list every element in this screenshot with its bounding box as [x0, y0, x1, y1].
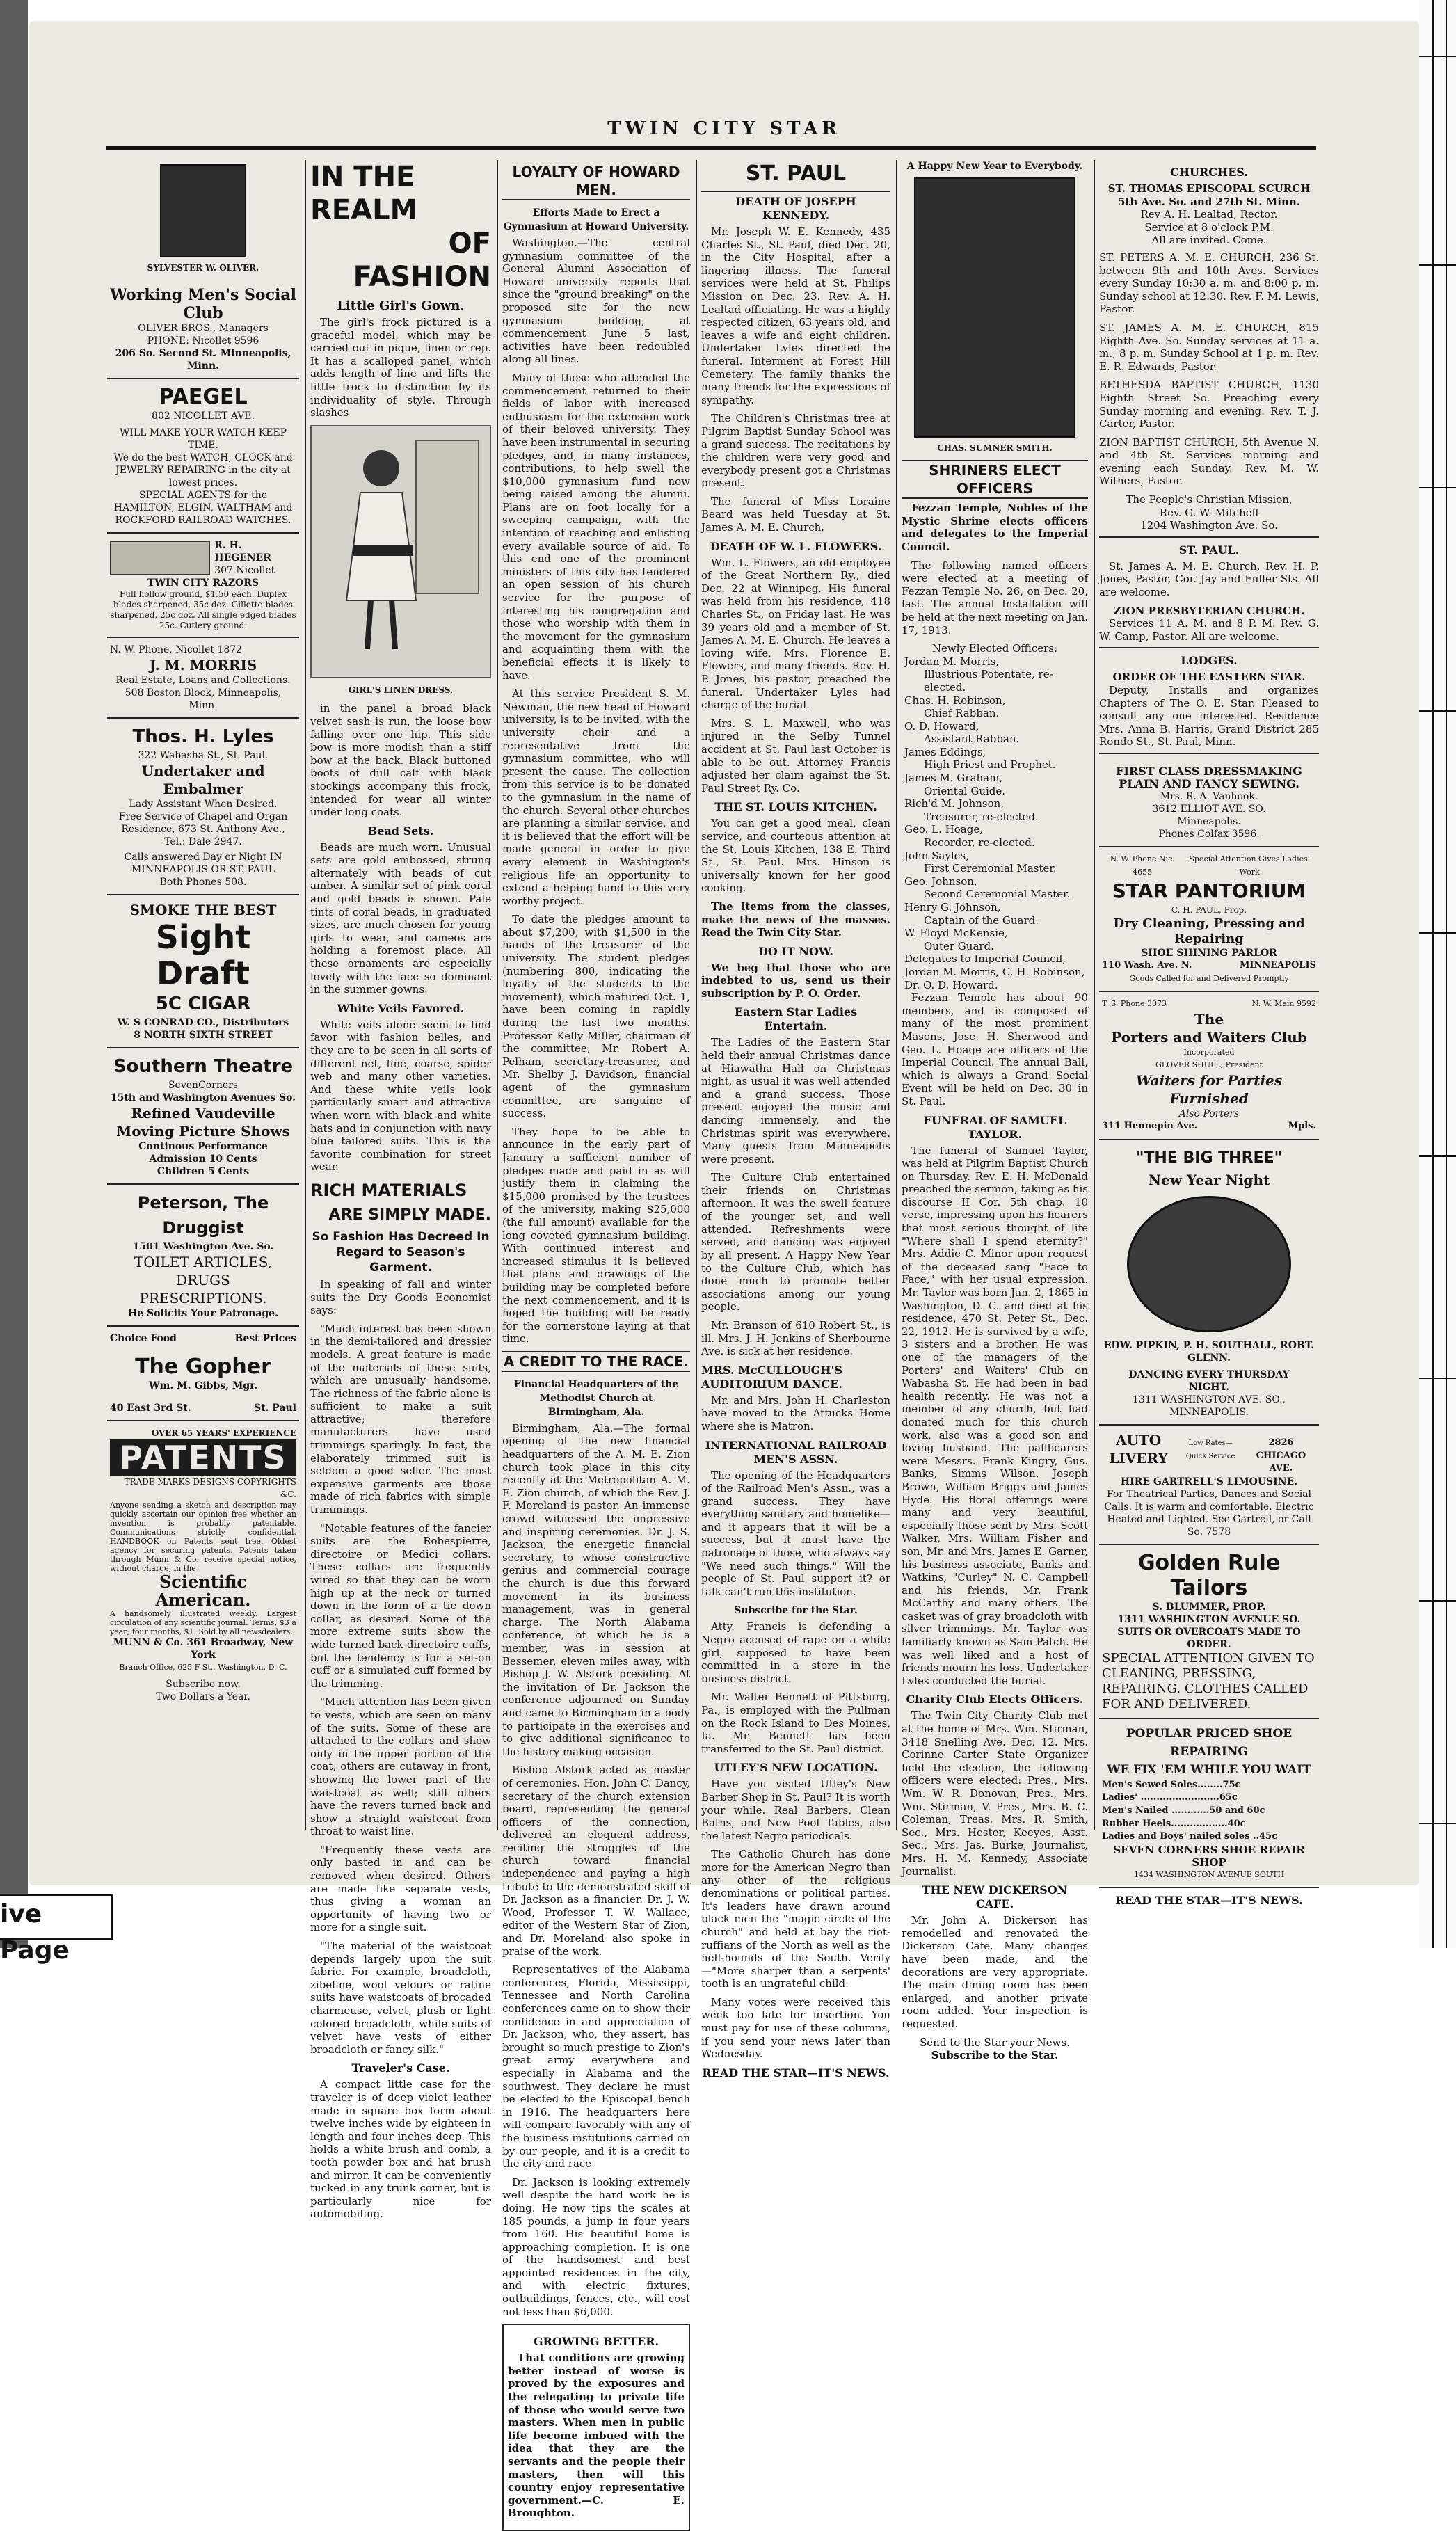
ad-line: SMOKE THE BEST [129, 901, 277, 918]
ad-title: STAR PANTORIUM [1112, 879, 1306, 903]
ad-line: S. BLUMMER, PROP. [1152, 1601, 1266, 1613]
ad-title: The Gopher [135, 1354, 271, 1379]
ad-line: N. W. Phone Nic. 4655 [1110, 854, 1175, 877]
officer-line: Chief Rabban. [924, 707, 1000, 720]
ad-line: 1311 WASHINGTON AVENUE SO. [1117, 1613, 1301, 1625]
ad-subtitle: 5C CIGAR [155, 993, 251, 1014]
ad-title: J. M. MORRIS [149, 656, 257, 673]
ad-title: Thos. H. Lyles [132, 726, 274, 747]
subhead-utley: UTLEY'S NEW LOCATION. [714, 1761, 878, 1775]
ad-golden-rule [1099, 1545, 1319, 1719]
church-line: 1204 Washington Ave. So. [1099, 519, 1319, 538]
ad-title: AUTO LIVERY [1109, 1431, 1168, 1467]
ad-line: NIGHT. [1188, 1381, 1230, 1393]
article-paragraph: A compact little case for the traveler is of deep violet leather made in square box form about twelve inches wide by eighteen in length and four inches deep. This holds a white brush and comb, a tooth powder box and hat brush and mirror. It can be conveniently tucked in any trunk corner, but is particularly nice for automobiling. [310, 2078, 491, 2221]
article-paragraph: The Ladies of the Eastern Star held their annual Christmas dance at Hiawatha Hall on Christmas night, as usual it was well attended and a grand success. Those present enjoyed the music and dancing immensely, and the Christmas spirit was everywhere. Many guests from Minneapolis were present. [701, 1036, 890, 1165]
lodge-entry: Deputy, Installs and organizes Chapters of The O. E. Star. Pleased to consult any one interested. Residence Mrs. Anna B. Harris, Grand District 285 Rondo St., St. Paul, Minn. [1099, 684, 1319, 754]
ad-line: Real Estate, Loans and Collections. [115, 674, 291, 686]
shoe-price-item: Ladies and Boys' nailed soles ..45c [1102, 1831, 1277, 1842]
ad-title: Sight Draft [155, 918, 251, 992]
article-paragraph: The Culture Club entertained their friends on Christmas afternoon. It was the swell feature of the younger set, and well attended. Refreshments were served, and dancing was enjoyed by all present. A Happy New Year to the Culture Club, which has done much to promote better associations among our young people. [701, 1171, 890, 1314]
ad-big-three [1099, 1140, 1319, 1426]
headline-credit: A CREDIT TO THE RACE. [502, 1351, 690, 1372]
ad-line: 508 Boston Block, Minneapolis, Minn. [125, 687, 282, 711]
article-paragraph: "Notable features of the fancier suits are the Robespierre, directoire or Medici collars. These collars are frequently wired so that they can be worn high up at the neck or turned down in the form of a tie down collar, as desired. Some of the more extreme suits show the wide turned back directoire cuffs, but the tendency is for a set-on cuff or a simulated cuff formed by the trimming. [310, 1522, 491, 1690]
figure-caption: GIRL'S LINEN DRESS. [348, 685, 454, 695]
subhead-veils: White Veils Favored. [337, 1001, 465, 1015]
officer-line: Chas. H. Robinson, [904, 694, 1006, 707]
ad-line: Free Service of Chapel and Organ [118, 811, 288, 822]
ad-line: R. H. HEGENER [214, 539, 271, 564]
article-paragraph: The following named officers were elected at a meeting of Fezzan Temple No. 26, on Dec. 20, last. The annual Installation will be held at the next meeting on Jan. 17, 1913. [902, 559, 1088, 637]
shoe-price-item: Men's Nailed ............50 and 60c [1102, 1805, 1265, 1816]
article-paragraph: The Children's Christmas tree at Pilgrim Baptist Sunday School was a grand success. The recitations by the children were very good and everybody present got a Christmas present. [701, 412, 890, 490]
ad-title: Golden Rule Tailors [1137, 1550, 1281, 1600]
article-paragraph: We beg that those who are indebted to us, send us their subscription by P. O. Order. [701, 961, 890, 1000]
headline-fashion: OF FASHION [353, 227, 491, 293]
church-line: 5th Ave. So. and 27th St. Minn. [1117, 195, 1301, 208]
ad-druggist [107, 1185, 299, 1327]
article-paragraph: The items from the classes, make the news of the masses. Read the Twin City Star. [701, 900, 890, 939]
article-paragraph: You can get a good meal, clean service, and courteous attention at the St. Louis Kitchen, 138 E. Third St., St. Paul. Mrs. Hinson is universally known for her good cooking. [701, 817, 890, 895]
ad-line: SHOE SHINING PARLOR [1141, 948, 1277, 959]
ad-line: PRESCRIPTIONS. [139, 1289, 267, 1307]
article-paragraph: In speaking of fall and winter suits the Dry Goods Economist says: [310, 1277, 491, 1317]
ad-line: Incorporated [1183, 1048, 1235, 1057]
article-paragraph: Mr. John A. Dickerson has remodelled and renovated the Dickerson Cafe. Many changes have been made, and the decorations are very appropriate. The main dining room has been enlarged, and another private room added. Your inspection is requested. [902, 1914, 1088, 2030]
article-paragraph: Representatives of the Alabama conferences, Florida, Mississippi, Tennessee and North Carolina conferences came on to show their confidence in and appreciation of Dr. Jackson, who, they assert, has brought so much prestige to Zion's great army everywhere and especially in Alabama and the southwest. They declare he must be elected to the Episcopal bench in 1916. The headquarters here will compare favorably with any of the business institutions carried on by our people, and it is a credit to the city and race. [502, 1963, 690, 2171]
page-tab-label: ive Page [0, 1900, 70, 1965]
column-rule [497, 160, 498, 1830]
ad-line: Choice Food [110, 1332, 177, 1344]
subhead-rich: So Fashion Has Decreed In Regard to Season's Garment. [312, 1229, 490, 1275]
ad-line: 110 Wash. Ave. N. [1102, 960, 1192, 971]
subhead-beads: Bead Sets. [367, 824, 434, 838]
article-paragraph: The girl's frock pictured is a graceful model, which may be carried out in pique, linen or rep. It has a scalloped panel, which adds length of line and lifts the little frock to distinction by its individuality of style. Through slashes [310, 316, 491, 420]
ad-patents [107, 1421, 299, 1709]
article-paragraph: Wm. L. Flowers, an old employee of the Great Northern Ry., died Dec. 22 at Winnipeg. His funeral was held from his residence, 418 Charles St., on Friday last. He was 39 years old and a member of St. James A. M. E. Church. He leaves a loving wife, Mrs. Florence E. Flowers, and many friends. Rev. H. P. Jones, his pastor, preached the funeral. Undertaker Lyles had charge of the burial. [701, 556, 890, 712]
subhead-gown: Little Girl's Gown. [337, 298, 465, 313]
photo-caption: CHAS. SUMNER SMITH. [937, 442, 1053, 453]
ad-line: Subscribe now. [166, 1678, 241, 1690]
ad-theatre [107, 1048, 299, 1185]
officer-line: First Ceremonial Master. [924, 862, 1057, 875]
officer-line: James Eddings, [904, 745, 986, 758]
ad-line: N. W. Main 9592 [1251, 998, 1316, 1008]
officer-line: Treasurer, re-elected. [924, 810, 1039, 823]
ad-paegel [107, 379, 299, 534]
ad-line: 1434 WASHINGTON AVENUE SOUTH [1133, 1869, 1285, 1879]
article-paragraph: Mr. Branson of 610 Robert St., is ill. Mrs. J. H. Jenkins of Sherbourne Ave. is sick at her residence. [701, 1318, 890, 1358]
ad-subtitle: Scientific American. [155, 1571, 251, 1610]
ad-line: 802 NICOLLET AVE. [152, 410, 255, 422]
ad-pantorium [1099, 847, 1319, 992]
ad-line: T. S. Phone 3073 [1102, 998, 1167, 1008]
ad-line: 40 East 3rd St. [110, 1402, 191, 1414]
article-paragraph: Mrs. S. L. Maxwell, who was injured in the Selby Tunnel accident at St. Paul last October is able to be out. Attorney Francis adjusted her claim against the St. Paul Street Ry. Co. [701, 717, 890, 795]
ad-line: 1311 WASHINGTON AVE. SO., MINNEAPOLIS. [1133, 1394, 1286, 1418]
ad-line: A handsomely illustrated weekly. Largest circulation of any scientific journal. Terms, $3 a year; four months, $1. Sold by all newsdealers. [110, 1608, 296, 1636]
ad-line: OVER 65 YEARS' EXPERIENCE [151, 1428, 296, 1438]
ad-cigar [107, 895, 299, 1048]
ad-subtitle: New Year Night [1148, 1171, 1270, 1188]
ad-line: SPECIAL ATTENTION GIVEN TO CLEANING, PRESSING, REPAIRING. CLOTHES CALLED FOR AND DELIVERED. [1102, 1650, 1315, 1711]
girls-dress-illustration [310, 425, 491, 678]
ad-razors [107, 534, 299, 638]
ad-line: TRADE MARKS DESIGNS COPYRIGHTS &C. [124, 1476, 296, 1499]
ad-line: Two Dollars a Year. [155, 1691, 251, 1702]
article-paragraph: Beads are much worn. Unusual sets are gold embossed, strung alternately with beads of cut amber. A similar set of pink coral and gold beads is shown. Pale tints of coral beads, in graduated sizes, are much chosen for young girls to wear, and cameos are holding a foremost place. All these ornaments are especially lovely with the lace so dominant in the summer gowns. [310, 840, 491, 996]
ad-title: PATENTS [110, 1439, 296, 1476]
article-paragraph: The funeral of Samuel Taylor, was held at Pilgrim Baptist Church on Thursday. Rev. E. H. McDonald preached the sermon, taking as his discourse II Cor. 5th chap. 10 verse, impressing upon his hearers that most serious thought of life "Where shall I spend eternity?" Mrs. Addie C. Minor upon request of the deceased sang "Face to Face," with her usual expression. Mr. Taylor was born Jan. 2, 1865 in Washington, D. C. and died at his residence, 470 St. Peter St., Dec. 22, 1912. He is survived by a wife, 3 sisters and a brother. He was one of the managers of the Porters' and Waiters' Club on Wabasha St. He had been in bad health recently. He was not a member of any church, but had donated much for this church work, also was a good son and loving husband. The pallbearers were Messrs. Frank Kingry, Gus. Banks, Simms Wilson, Joseph Brown, William Briggs and James Hyde. His floral offerings were many and very beautiful, especially those sent by Mrs. Scott Walker, Mrs. William Fisher and son, Mr. and Mrs. James E. Garner, his business associate, Banks and Watkins, "Curley" N. C. Campbell and his friends, Mr. Frank McCarthy and many others. The casket was of gray broadcloth with silver trimmings. Mr. Taylor was familiarly known as Sam Patch. He was well liked and a host of friends mourn his loss. Undertaker Lyles conducted the burial. [902, 1144, 1088, 1687]
ad-line: Both Phones 508. [159, 876, 247, 888]
column-howard [502, 160, 690, 2520]
ad-line: 311 Hennepin Ave. [1102, 1121, 1198, 1132]
girl-figure-drawing [312, 426, 490, 674]
officers-heading: Newly Elected Officers: [931, 642, 1058, 655]
ad-line: EDW. PIPKIN, P. H. SOUTHALL, ROBT. GLENN. [1103, 1339, 1315, 1364]
shoe-price-list [1102, 1779, 1316, 1844]
ad-line: N. W. Phone, Nicollet 1872 [110, 644, 243, 655]
ad-line: Minneapolis. [1177, 815, 1241, 827]
subhead-growing: GROWING BETTER. [533, 2335, 659, 2349]
ad-title: PAEGEL [159, 384, 248, 409]
shoe-price-item: Men's Sewed Soles........75c [1102, 1779, 1241, 1790]
ad-line: Special Attention Gives Ladies' Work [1189, 854, 1310, 877]
church-entry: ZION BAPTIST CHURCH, 5th Avenue N. and 4th St. Services morning and evening each Sunday. Rev. M. W. Withers, Pastor. [1099, 436, 1319, 488]
ad-auto-livery [1099, 1426, 1319, 1545]
headline-st-paul: ST. PAUL [745, 161, 847, 186]
officer-line: Henry G. Johnson, [904, 901, 1001, 913]
three-men-photo [1127, 1196, 1291, 1332]
officer-line: James M. Graham, [904, 772, 1003, 785]
ad-line: DANCING EVERY THURSDAY [1128, 1368, 1290, 1380]
officer-line: Outer Guard. [924, 939, 994, 952]
ad-morris [107, 638, 299, 719]
article-paragraph: Many of those who attended the commencement returned to their fields of labor with increased enthusiasm for the extension work of their beloved university. They have been instrumental in securing pledges, and, in many instances, contributions, to help swell the $10,000 gymnasium fund now being raised among the alumni. Plans are on foot locally for a sweeping campaign, with the intention of reaching and enlisting every available source of aid. To this end one of the prominent ministers of this city has tendered an open session of his church service for the purpose of interesting his congregation and those who worship with them in the movement for the gymnasium and acquainting them with the beneficial effects it is likely to have. [502, 371, 690, 682]
ad-line: Wm. M. Gibbs, Mgr. [148, 1380, 258, 1391]
article-paragraph: Washington.—The central gymnasium committee of the General Alumni Association of Howard university reports that since the "ground breaking" on the proposed site for the new gymnasium building, at commencement June 5 last, activities have been redoubled along all lines. [502, 237, 690, 366]
officer-line: Recorder, re-elected. [924, 836, 1035, 849]
lodges-heading: LODGES. [1181, 654, 1238, 668]
article-paragraph: in the panel a broad black velvet sash is run, the loose bow falling over one hip. This side bow is more modish than a stiff bow at the back. Black buttoned boots of dull calf with black stockings accompany this frock, intended for wear all winter under long coats. [310, 702, 491, 819]
ad-line: WILL MAKE YOUR WATCH KEEP TIME. [119, 426, 287, 451]
ad-dressmaking [1099, 760, 1319, 847]
footer-subscribe: Subscribe to the Star. [931, 2049, 1059, 2062]
officer-line: Geo. Johnson, [904, 875, 977, 888]
ad-line: 206 So. Second St. Minneapolis, Minn. [115, 347, 291, 372]
church-name: ST. THOMAS EPISCOPAL SCURCH [1107, 182, 1311, 195]
ad-subtitle: WE FIX 'EM WHILE YOU WAIT [1107, 1762, 1311, 1777]
officers-list [902, 655, 1088, 991]
church-line: Service at 8 o'clock P.M. [1144, 221, 1274, 234]
article-paragraph: The opening of the Headquarters of the Railroad Men's Assn., was a grand success. They have everything sanitary and homelike—and it appears that it will be a success, but it must have the patronage of those, who always say "We need such things." Will the people of St. Paul support it? or talk can't run this institution. [701, 1469, 890, 1598]
portrait-photo [160, 164, 246, 257]
article-paragraph: "Much attention has been given to vests, which are seen on many of the suits. Some of these are attached to the collars and show only in the upper portion of the coat; others are cutaway in front, showing the lower part of the waistcoat as well; still others have the revers turned back and show a straight waistcoat from throat to waist line. [310, 1695, 491, 1838]
ad-line: Residence, 673 St. Anthony Ave., [121, 823, 285, 835]
ad-lyles [107, 719, 299, 895]
headline-realm: IN THE REALM [310, 161, 418, 226]
subhead-flowers: DEATH OF W. L. FLOWERS. [710, 539, 882, 553]
officer-line: Jordan M. Morris, C. H. Robinson, [904, 965, 1085, 978]
ad-line: Lady Assistant When Desired. [129, 798, 278, 810]
column-fashion [310, 160, 491, 2221]
ad-shoe-repair [1099, 1719, 1319, 1888]
article-paragraph: "Much interest has been shown in the demi-tailored and dressier models. A great feature is made of the materials of these suits, which are unusually handsome. The richness of the fabric alone is sufficient to make a suit attractive; therefore manufacturers have used trimmings sparingly. In fact, the elaborately trimmed suit is seldom a good seller. The most expensive garments are those made of rich fabrics with simple trimmings. [310, 1322, 491, 1517]
ad-line: 2826 CHICAGO AVE. [1256, 1437, 1306, 1474]
ad-line: St. Paul [253, 1402, 296, 1414]
ad-line: C. H. PAUL, Prop. [1171, 905, 1247, 916]
smith-portrait [914, 177, 1075, 438]
ad-line: Goods Called for and Delivered Promptly [1129, 973, 1289, 983]
shoe-price-item: Ladies' .........................65c [1102, 1792, 1238, 1803]
column-ads-left [107, 160, 299, 1844]
ad-line: Calls answered Day or Night IN MINNEAPOLIS OR ST. PAUL [124, 851, 282, 875]
subhead-eastern: Eastern Star Ladies Entertain. [734, 1005, 858, 1033]
masthead: TWIN CITY STAR [607, 118, 841, 139]
ad-line: Full hollow ground, $1.50 each. Duplex blades sharpened, 35c doz. Gillette blades sharpened, 25c doz. All single edged blades 25c. Cutlery ground. [110, 589, 296, 630]
officer-line: Captain of the Guard. [924, 913, 1039, 927]
new-year-greeting: A Happy New Year to Everybody. [906, 161, 1083, 172]
ad-line: MUNN & Co. 361 Broadway, New York [113, 1636, 294, 1661]
article-paragraph: Fezzan Temple, Nobles of the Mystic Shrine elects officers and delegates to the Imperial Council. [902, 502, 1088, 553]
column-rule [896, 160, 897, 1830]
church-entry: St. James A. M. E. Church, Rev. H. P. Jones, Pastor, Cor. Jay and Fuller Sts. All are welcome. [1099, 559, 1319, 599]
ad-subtitle: Undertaker and Embalmer [141, 762, 265, 797]
ad-line: SUITS OR OVERCOATS MADE TO ORDER. [1117, 1626, 1301, 1650]
article-paragraph: Mr. Joseph W. E. Kennedy, 435 Charles St., St. Paul, died Dec. 20, in the City Hospital, after a lingering illness. The funeral services were held at St. Philips Mission on Dec. 23. Rev. A. H. Lealtad officiating. He was a highly respected citizen, 63 years old, and leaves a wife and eight children. Undertaker Lyles directed the funeral. Interment at Forest Hill Cemetery. The family thanks the many friends for the expressions of sympathy. [701, 225, 890, 406]
ad-porters-club [1099, 992, 1319, 1140]
article-paragraph: At this service President S. M. Newman, the new head of Howard university, is to be invited, with the university choir and a representative from the gymnasium committee, who will present the cause. The collection from this service is to be donated to the gymnasium in the name of the church. Several other churches are planning a similar service, and it is believed that the effort will be made general in order to give every element in Washington's religious life an opportunity to extend a helping hand to this very worthy project. [502, 687, 690, 907]
ad-line: HIRE GARTRELL'S LIMOUSINE. [1120, 1476, 1298, 1487]
officer-line: Dr. O. D. Howard. [904, 978, 998, 991]
shoe-price-item: Rubber Heels..................40c [1102, 1818, 1246, 1829]
article-paragraph: The funeral of Miss Loraine Beard was held Tuesday at St. James A. M. E. Church. [701, 495, 890, 534]
ad-title: Working Men's Social Club [110, 285, 296, 322]
ad-line: GLOVER SHULL, President [1155, 1060, 1263, 1070]
officer-line: John Sayles, [904, 849, 969, 862]
subhead-kitchen: THE ST. LOUIS KITCHEN. [714, 800, 877, 814]
article-paragraph: Bishop Alstork acted as master of ceremonies. Hon. John C. Dancy, secretary of the church extension board, representing the general officers of the connection, delivered an eloquent address, reciting the struggles of the church toward financial independence and paying a high tribute to the demonstrated skill of Dr. Jackson as a financier. Dr. J. W. Wood, Professor T. W. Wallace, editor of the Western Star of Zion, and Dr. Moreland also spoke in praise of the work. [502, 1764, 690, 1958]
headline-shriners: SHRINERS ELECT OFFICERS [902, 460, 1088, 499]
headline-simply: ARE SIMPLY MADE. [328, 1206, 491, 1224]
church-entry: ST. JAMES A. M. E. CHURCH, 815 Eighth Ave. So. Sunday services at 11 a. m., 8 p. m. Sunday School at 1 p. m. Rev. E. R. Edwards, Pastor. [1099, 321, 1319, 373]
ad-line: Moving Picture Shows [116, 1122, 290, 1140]
ad-title: TWIN CITY RAZORS [147, 577, 259, 589]
grid-strip-right [1419, 0, 1456, 1948]
article-paragraph: Many votes were received this week too late for insertion. You must pay for use of these columns, if you send your news later than Wednesday. [701, 1995, 890, 2061]
churches-heading: CHURCHES. [1170, 166, 1248, 179]
subhead-cafe: THE NEW DICKERSON CAFE. [922, 1883, 1068, 1911]
ad-title: POPULAR PRICED SHOE REPAIRING [1126, 1726, 1293, 1759]
ad-line: Continous Performance [138, 1140, 268, 1152]
ad-line: TOILET ARTICLES, DRUGS [134, 1253, 273, 1288]
ad-line: Mrs. R. A. Vanhook. [1160, 790, 1258, 802]
scan-margin-left [0, 0, 28, 1948]
razor-illustration [110, 541, 210, 575]
ad-line: We do the best WATCH, CLOCK and JEWELRY REPAIRING in the city at lowest prices. [113, 452, 293, 488]
ad-line: Refined Vaudeville [131, 1104, 275, 1121]
ad-line: OLIVER BROS., Managers [138, 322, 269, 334]
article-paragraph: Atty. Francis is defending a Negro accused of rape on a white girl, supposed to have been committed in a store in the business district. [701, 1620, 890, 1685]
subhead-mccullough: MRS. McCULLOUGH'S AUDITORIUM DANCE. [701, 1363, 842, 1391]
ad-line: Phones Colfax 3596. [1158, 828, 1260, 840]
column-directory [1099, 160, 1319, 1907]
masthead-rule [106, 146, 1316, 150]
article-paragraph: Fezzan Temple has about 90 members, and is composed of many of the most prominent Masons, Jose. H. Sherwood and Geo. L. Hoage are officers of the Imperial Council. The annual Ball, which is always a Grand Social Event will be held on Dec. 30 in St. Paul. [902, 991, 1088, 1108]
ad-title: Southern Theatre [113, 1055, 294, 1077]
officer-line: O. D. Howard, [904, 719, 979, 733]
ad-gopher [107, 1327, 299, 1421]
ad-line: 322 Wabasha St., St. Paul. [138, 749, 269, 761]
article-paragraph: Dr. Jackson is looking extremely well despite the hard work he is doing. He now tips the scales at 185 pounds, a jump in four years from 160. His beautiful home is approaching completion. It is one of the handsomest and best appointed residences in the city, and with electric fixtures, outbuildings, fences, etc., will cost not less than $6,000. [502, 2175, 690, 2318]
ad-line: Anyone sending a sketch and description may quickly ascertain our opinion free whether an invention is probably patentable. Communications strictly confidential. HANDBOOK on Patents sent free. Oldest agency for securing patents. Patents taken through Munn & Co. receive special notice, without charge, in the [110, 1500, 296, 1573]
ad-line: Best Prices [234, 1332, 296, 1344]
ad-line: For Theatrical Parties, Dances and Social Calls. It is warm and comfortable. Electric Heated and Lighted. See Gartrell, or Call So. 7578 [1104, 1488, 1314, 1538]
church-line: Rev. G. W. Mitchell [1159, 506, 1259, 519]
box-growing-better [502, 2324, 690, 2531]
officer-line: Geo. L. Hoage, [904, 823, 983, 836]
ad-line: Also Porters [1178, 1108, 1240, 1120]
headline-rich: RICH MATERIALS [310, 1180, 467, 1200]
church-name: ZION PRESBYTERIAN CHURCH. [1113, 604, 1305, 617]
church-line: The People's Christian Mission, [1126, 493, 1293, 506]
ad-line: Tel.: Dale 2947. [164, 836, 242, 847]
ad-line: Children 5 Cents [157, 1165, 250, 1177]
ad-line: 1501 Washington Ave. So. [132, 1240, 274, 1252]
subhead-subscribe: Subscribe for the Star. [734, 1605, 858, 1617]
subhead-credit: Financial Headquarters of the Methodist Church at Birmingham, Ala. [513, 1378, 679, 1418]
portrait-caption: SYLVESTER W. OLIVER. [147, 263, 259, 273]
officer-line: Assistant Rabban. [924, 733, 1020, 746]
ad-line: W. S CONRAD CO., Distributors [117, 1016, 289, 1028]
article-paragraph: That conditions are growing better instead of worse is proved by the exposures and the relegating to private life of those who would serve two masters. When men in public life become imbued with the idea that they are the servants and the people their masters, then will this country enjoy representative government.—C. E. Broughton. [508, 2352, 685, 2520]
officer-line: Delegates to Imperial Council, [904, 952, 1066, 966]
ad-line: PLAIN AND FANCY SEWING. [1119, 776, 1299, 790]
ad-title: Porters and Waiters Club [1111, 1029, 1307, 1046]
officer-line: W. Floyd McKensie, [904, 927, 1008, 940]
church-entry: Services 11 A. M. and 8 P. M. Rev. G. W. Camp, Pastor. All are welcome. [1099, 617, 1319, 648]
ad-line: 307 Nicollet [214, 564, 275, 576]
officer-line: Rich'd M. Johnson, [904, 797, 1005, 811]
ad-line: 15th and Washington Avenues So. [110, 1092, 296, 1103]
article-paragraph: The Catholic Church has done more for the American Negro than any other of the religious denominations or political parties. It's leaders have drawn around black men the "magic circle of the church" and held at bay the riot-ruffians of the North as well as the hell-hounds of the South. Verily—"More sharper than a serpents' tooth is an ungrateful child. [701, 1848, 890, 1990]
ad-line: Low Rates—Quick Service [1185, 1439, 1235, 1460]
lodge-name: ORDER OF THE EASTERN STAR. [1112, 671, 1306, 684]
article-paragraph: "The material of the waistcoat depends largely upon the suit fabric. For example, broadcloth, zibeline, wool velours or ratine suits have waistcoats of brocaded charmeuse, velvet, plush or light colored broadcloth, while suits of velvet have vests of either broadcloth or fancy silk." [310, 1940, 491, 2056]
church-line: All are invited. Come. [1151, 234, 1267, 247]
article-paragraph: "Frequently these vests are only basted in and can be removed when desired. Others are made like separate vests, thus giving a woman an opportunity of having two or more for a single suit. [310, 1843, 491, 1934]
article-paragraph: They hope to be able to announce in the early part of January a sufficient number of pledges made and paid in as will justify them in claiming the $15,000 promised by the trustees of the university, making $25,000 (the full amount) available for the long coveted gymnasium building. With continued interest and increased stimulus it is believed that plans and drawings of the building may be completed before the next commencement, and it is hoped the building will be ready for the cornerstone laying at that time. [502, 1125, 690, 1346]
ad-title: FIRST CLASS DRESSMAKING [1116, 764, 1302, 778]
ad-line: 3612 ELLIOT AVE. SO. [1152, 803, 1266, 815]
church-entry: BETHESDA BAPTIST CHURCH, 1130 Eighth Street So. Preaching every Sunday morning and evening. Rev. T. J. Carter, Pastor. [1099, 378, 1319, 431]
ad-line: He Solicits Your Patronage. [128, 1307, 278, 1319]
article-paragraph: Have you visited Utley's New Barber Shop in St. Paul? It is worth your while. Real Barbers, Clean Baths, and New Pool Tables, also the latest Negro periodicals. [701, 1778, 890, 1842]
officer-line: Second Ceremonial Master. [924, 888, 1071, 901]
subhead-railroad: INTERNATIONAL RAILROAD MEN'S ASSN. [705, 1438, 887, 1466]
ad-line: The [1194, 1011, 1224, 1028]
headline-howard: LOYALTY OF HOWARD MEN. [502, 163, 690, 200]
article-paragraph: To date the pledges amount to about $7,200, with $1,500 in the hands of the treasurer of the university. The student pledges (numbering 800, indicating the loyalty of the students to the movement), which matured Oct. 1, have been coming in rapidly during the last two months. Professor Kelly Miller, chairman of the committee; Mr. Robert A. Pelham, secretary-treasurer, and Mr. Shelby J. Davidson, financial agent of the gymnasium committee, are sanguine of success. [502, 913, 690, 1120]
subhead-case: Traveler's Case. [351, 2061, 450, 2075]
footer-send-news: Send to the Star your News. [920, 2036, 1070, 2049]
ad-line: 8 NORTH SIXTH STREET [134, 1029, 273, 1041]
column-rule [696, 160, 697, 1830]
subhead-taylor: FUNERAL OF SAMUEL TAYLOR. [923, 1113, 1066, 1141]
subhead-kennedy: DEATH OF JOSEPH KENNEDY. [701, 191, 890, 223]
article-paragraph: The Twin City Charity Club met at the home of Mrs. Wm. Stirman, 3418 Snelling Ave. Dec. 12. Mrs. Corinne Carter State Organizer held the election, the following officers were elected: Pres., Mrs. Wm. W. R. Donovan, Pres., Mrs. Wm. Stirman, V. Pres., Mrs. B. C. Coleman, Treas. Mrs. R. Smith, Sec., Mrs. Hester, Keeyes, Asst. Sec., Mrs. Jas. Burke, Journalist, Mrs. H. M. Kennedy, Associate Journalist. [902, 1709, 1088, 1878]
subhead-howard: Efforts Made to Erect a Gymnasium at Howard University. [503, 207, 689, 232]
article-paragraph: Mr. and Mrs. John H. Charleston have moved to the Attucks Home where she is Matron. [701, 1394, 890, 1432]
article-paragraph: Mr. Walter Bennett of Pittsburg, Pa., is employed with the Pullman on the Rock Island to Des Moines, Ia. Mr. Bennett has been transferred to the St. Paul district. [701, 1691, 890, 1755]
column-rule [1094, 160, 1095, 1830]
subhead-charity: Charity Club Elects Officers. [906, 1693, 1084, 1707]
officer-line: High Priest and Prophet. [924, 758, 1056, 772]
church-line: Rev A. H. Lealtad, Rector. [1140, 208, 1278, 221]
ad-line: PHONE: Nicollet 9596 [147, 335, 259, 346]
ad-title: "THE BIG THREE" [1135, 1149, 1283, 1167]
ad-line: MINNEAPOLIS [1240, 960, 1316, 971]
footer-read-star: READ THE STAR—IT'S NEWS. [702, 2066, 890, 2079]
column-shriners [902, 160, 1088, 2062]
column-rule [305, 160, 306, 1830]
officer-line: Oriental Guide. [924, 784, 1006, 797]
ad-social-club [107, 280, 299, 379]
officer-line: Illustrious Potentate, re-elected. [924, 668, 1053, 694]
ad-subtitle: Waiters for Parties Furnished [1135, 1072, 1283, 1108]
article-paragraph: Birmingham, Ala.—The formal opening of the new financial headquarters of the A. M. E. Zion church took place in this city recently at the Metropolitan A. M. E. Zion church, of which the Rev. J. F. Moreland is pastor. An immense crowd witnessed the impressive and inspiring ceremonies. Dr. J. S. Jackson, the energetic financial secretary, to whose constructive genius and commercial courage the church is due this forward movement in its business management, was in general charge. The North Alabama conference, of which he is a member, was in session at Bessemer, eleven miles away, with Bishop J. W. Alstork presiding. At the invitation of Dr. Jackson the conference adjourned on Sunday and came to Birmingham in a body to participate in the exercises and to give additional significance to the history making occasion. [502, 1421, 690, 1758]
ad-line: SEVEN CORNERS SHOE REPAIR SHOP [1113, 1843, 1305, 1869]
church-entry: ST. PETERS A. M. E. CHURCH, 236 St. between 9th and 10th Aves. Services every Sunday 10:30 a. m. and 8:00 p. m. Sunday school at 12:30. Rev. F. M. Lewis, Pastor. [1099, 250, 1319, 316]
ad-line: SevenCorners [168, 1079, 239, 1091]
column-st-paul [701, 160, 890, 2079]
ad-title: Peterson, The Druggist [137, 1192, 269, 1238]
subhead-do-it-now: DO IT NOW. [758, 944, 833, 958]
ad-subtitle: Dry Cleaning, Pressing and Repairing [1113, 916, 1305, 947]
st-paul-heading: ST. PAUL. [1178, 543, 1240, 557]
officer-line: Jordan M. Morris, [904, 655, 1000, 668]
footer-read-star: READ THE STAR—IT'S NEWS. [1115, 1893, 1303, 1907]
ad-line: SPECIAL AGENTS for the HAMILTON, ELGIN, WALTHAM and ROCKFORD RAILROAD WATCHES. [113, 489, 293, 526]
ad-line: Admission 10 Cents [149, 1153, 257, 1165]
ad-line: Branch Office, 625 F St., Washington, D. C. [119, 1662, 287, 1672]
article-paragraph: White veils alone seem to find favor with fashion belles, and they are to be seen in all sorts of different net, fine, coarse, spider web and many other varieties. And these white veils look particularly smart and attractive when worn with black and white hats and in conjunction with navy blue tailored suits. This is the favorite combination for street wear. [310, 1018, 491, 1174]
ad-line: Mpls. [1288, 1121, 1316, 1132]
